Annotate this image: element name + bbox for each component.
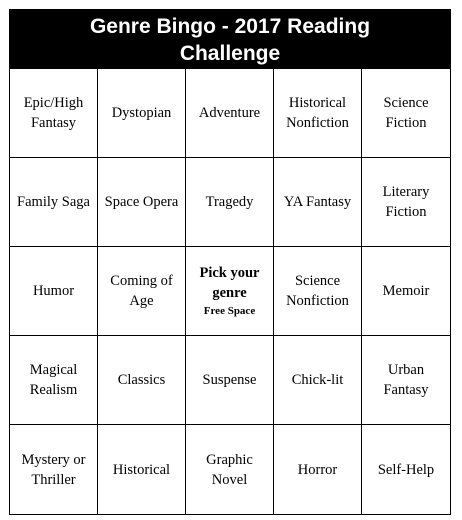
bingo-cell: Dystopian (98, 69, 186, 158)
bingo-cell: Memoir (362, 247, 450, 336)
bingo-cell: Magical Realism (10, 336, 98, 425)
bingo-cell: Historical (98, 425, 186, 514)
bingo-cell: Science Nonfiction (274, 247, 362, 336)
bingo-cell: Historical Nonfiction (274, 69, 362, 158)
free-space-label: Pick your genre (199, 265, 260, 301)
bingo-cell: Tragedy (186, 158, 274, 247)
bingo-cell: Epic/High Fantasy (10, 69, 98, 158)
bingo-title-text: Genre Bingo - 2017 Reading Challenge (89, 14, 371, 65)
free-space-cell (186, 247, 274, 336)
bingo-cell: Mystery or Thriller (10, 425, 98, 514)
bingo-cell: Suspense (186, 336, 274, 425)
bingo-cell: Urban Fantasy (362, 336, 450, 425)
bingo-cell: Self-Help (377, 461, 435, 478)
free-space-sub-label: Free Space (203, 305, 256, 317)
bingo-grid (10, 69, 450, 514)
bingo-card (9, 9, 451, 515)
bingo-cell: Science Fiction (362, 69, 450, 158)
bingo-cell: Adventure (186, 69, 274, 158)
bingo-cell: Humor (10, 247, 98, 336)
bingo-cell: Classics (98, 336, 186, 425)
bingo-cell: Family Saga (10, 158, 98, 247)
bingo-cell: Coming of Age (98, 247, 186, 336)
bingo-cell: Space Opera (98, 158, 186, 247)
bingo-title (10, 10, 450, 69)
bingo-cell: Chick-lit (274, 336, 362, 425)
bingo-cell: Graphic Novel (186, 425, 274, 514)
bingo-cell: Horror (274, 425, 362, 514)
bingo-cell: Literary Fiction (362, 158, 450, 247)
bingo-cell: YA Fantasy (274, 158, 362, 247)
